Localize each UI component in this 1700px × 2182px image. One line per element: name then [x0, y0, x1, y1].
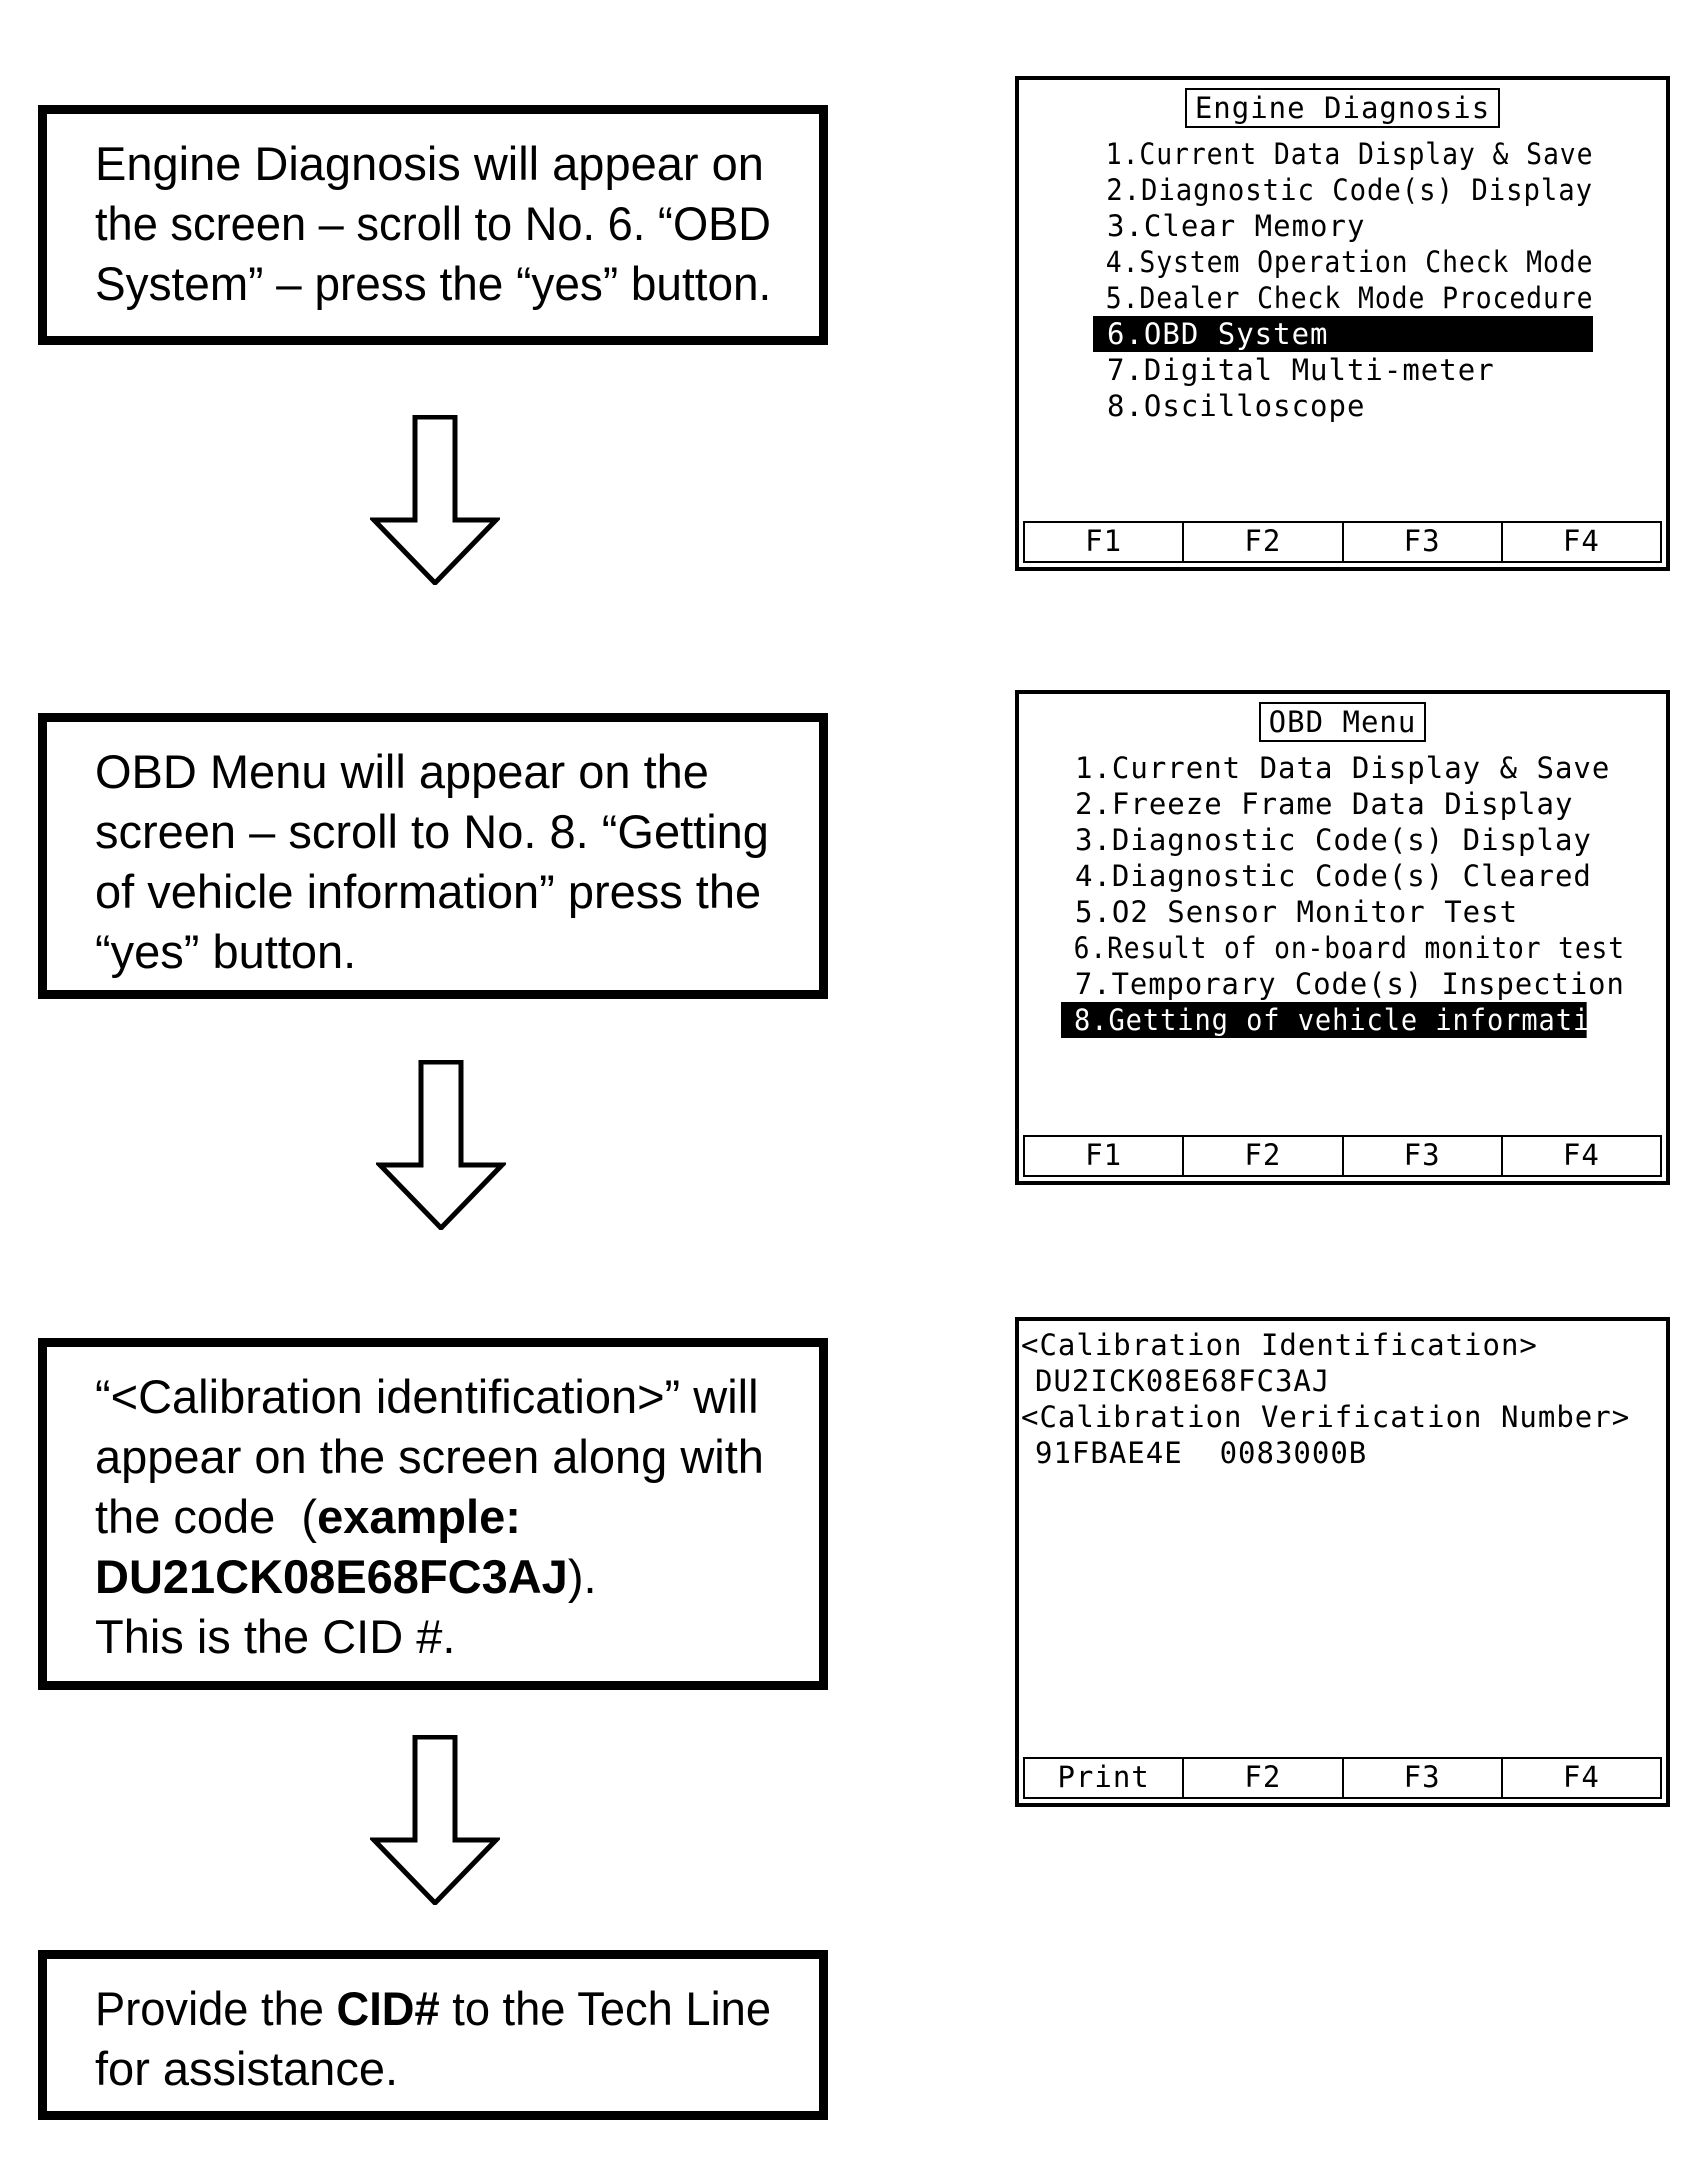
menu-item[interactable]: 5.Dealer Check Mode Procedure: [1105, 281, 1594, 315]
f3-key[interactable]: F3: [1342, 523, 1501, 561]
function-key-bar: [1023, 521, 1662, 563]
menu-item[interactable]: 4.Diagnostic Code(s) Cleared: [1075, 859, 1592, 893]
cid-label: <Calibration Identification>: [1021, 1328, 1538, 1362]
cid-value: DU2ICK08E68FC3AJ: [1035, 1364, 1331, 1398]
menu-item[interactable]: 5.O2 Sensor Monitor Test: [1075, 895, 1519, 929]
menu-item[interactable]: 1.Current Data Display & Save: [1105, 137, 1594, 171]
f3-key[interactable]: F3: [1342, 1137, 1501, 1175]
step-3-line: “<Calibration identification>” will: [95, 1370, 759, 1423]
example-label: example:: [317, 1490, 521, 1543]
step-3-line: [95, 1487, 771, 1547]
f1-key[interactable]: F1: [1085, 524, 1123, 558]
step-4-text: Provide the: [95, 1982, 337, 2035]
step-3-text: the code (: [95, 1490, 318, 1543]
f1-key[interactable]: F1: [1085, 1138, 1123, 1172]
calibration-screen: [1015, 1317, 1670, 1807]
function-key-bar: [1023, 1135, 1662, 1177]
screen-title-text: Engine Diagnosis: [1185, 88, 1500, 128]
menu-item-selected[interactable]: 6.OBD System: [1093, 316, 1593, 352]
f4-key[interactable]: F4: [1501, 1759, 1660, 1797]
down-arrow-icon: [370, 1735, 500, 1905]
step-3-line: This is the CID #.: [95, 1610, 456, 1663]
print-key[interactable]: Print: [1057, 1760, 1150, 1794]
obd-menu-screen: [1015, 690, 1670, 1185]
step-2-line: screen – scroll to No. 8. “Getting: [95, 805, 769, 858]
function-key-bar: [1023, 1757, 1662, 1799]
menu-item[interactable]: 3.Diagnostic Code(s) Display: [1075, 823, 1592, 857]
step-1-line: System” – press the “yes” button.: [95, 257, 772, 310]
step-1-line: Engine Diagnosis will appear on: [95, 137, 764, 190]
f2-key[interactable]: F2: [1182, 1759, 1341, 1797]
step-2-line: “yes” button.: [95, 925, 357, 978]
menu-item[interactable]: 2.Diagnostic Code(s) Display: [1106, 173, 1594, 207]
f3-key[interactable]: F3: [1342, 1759, 1501, 1797]
cvn-value: 91FBAE4E 0083000B: [1035, 1436, 1368, 1470]
menu-list: [1061, 750, 1625, 1038]
step-1-box: [38, 105, 828, 345]
menu-item[interactable]: 3.Clear Memory: [1107, 209, 1366, 243]
f4-key[interactable]: F4: [1501, 523, 1660, 561]
step-4-box: [38, 1950, 828, 2120]
menu-item[interactable]: 4.System Operation Check Mode: [1105, 245, 1594, 279]
menu-item[interactable]: 6.Result of on-board monitor test: [1073, 931, 1625, 965]
screen-title: [1019, 702, 1666, 742]
step-2-line: OBD Menu will appear on the: [95, 745, 709, 798]
down-arrow-icon: [376, 1060, 506, 1230]
step-3-text: ).: [567, 1550, 597, 1603]
f2-key[interactable]: F2: [1182, 1137, 1341, 1175]
down-arrow-icon: [370, 415, 500, 585]
step-1-line: the screen – scroll to No. 6. “OBD: [95, 197, 771, 250]
step-3-line: appear on the screen along with: [95, 1430, 764, 1483]
step-4-line: [95, 1979, 771, 2039]
screen-title-text: OBD Menu: [1259, 702, 1427, 742]
menu-list: [1093, 136, 1593, 424]
f2-key[interactable]: F2: [1182, 523, 1341, 561]
engine-diagnosis-screen: [1015, 76, 1670, 571]
cvn-label: <Calibration Verification Number>: [1021, 1400, 1631, 1434]
menu-item-selected[interactable]: 8.Getting of vehicle information: [1061, 1002, 1587, 1038]
f4-key[interactable]: F4: [1501, 1137, 1660, 1175]
step-2-box: [38, 713, 828, 999]
menu-item[interactable]: 8.Oscilloscope: [1107, 389, 1366, 423]
menu-item[interactable]: 7.Temporary Code(s) Inspection: [1074, 967, 1625, 1001]
menu-item[interactable]: 2.Freeze Frame Data Display: [1075, 787, 1574, 821]
step-2-line: of vehicle information” press the: [95, 865, 762, 918]
step-4-text: to the Tech Line: [439, 1982, 771, 2035]
example-cid: DU21CK08E68FC3AJ: [95, 1550, 568, 1603]
menu-item[interactable]: 1.Current Data Display & Save: [1075, 751, 1611, 785]
calibration-info: [1021, 1327, 1630, 1471]
cid-label: CID#: [336, 1982, 440, 2035]
step-3-line: [95, 1547, 771, 1607]
step-3-box: [38, 1338, 828, 1690]
menu-item[interactable]: 7.Digital Multi-meter: [1107, 353, 1495, 387]
screen-title: [1019, 88, 1666, 128]
step-4-line: for assistance.: [95, 2042, 399, 2095]
